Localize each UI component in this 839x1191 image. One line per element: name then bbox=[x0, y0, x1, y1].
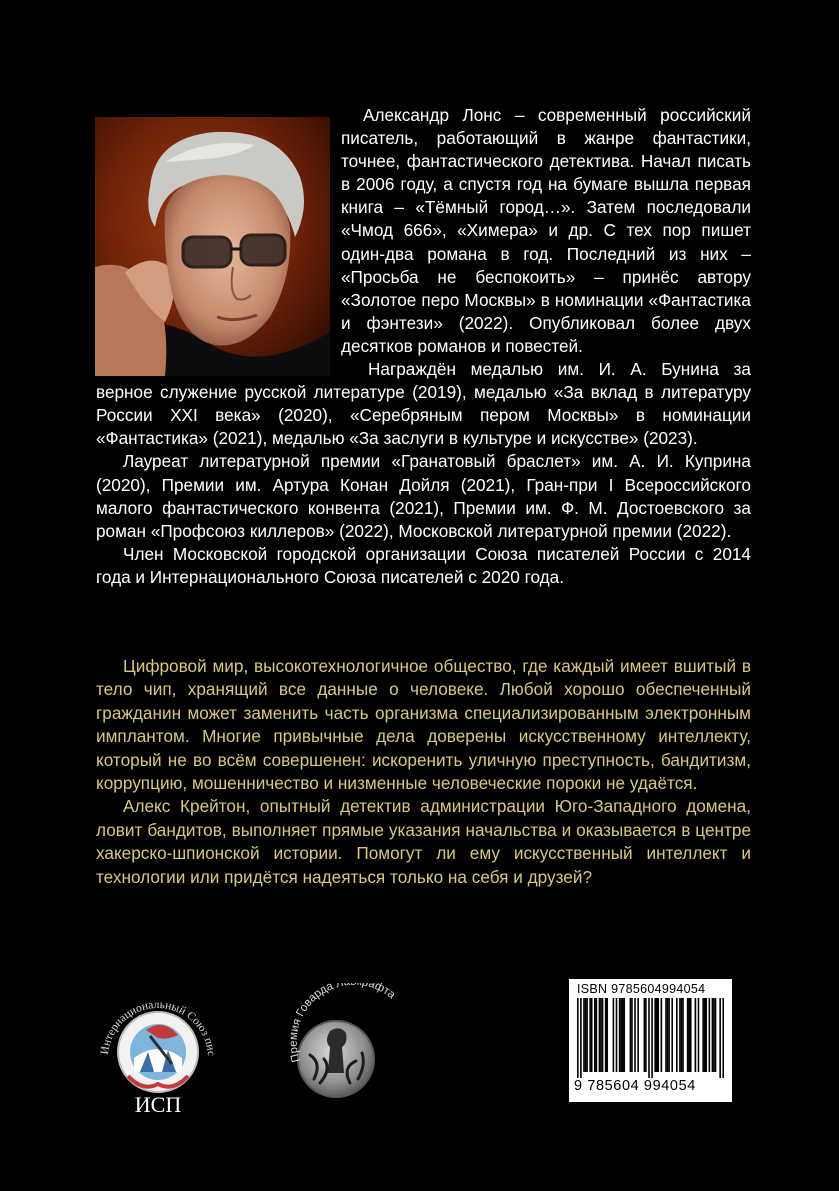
barcode-digits: 9 785604 994054 bbox=[574, 1078, 696, 1094]
bio-paragraph-4: Член Московской городской организации Союза писателей России с 2014 года и Интернационального Союза писателей с 2020 года. bbox=[96, 543, 751, 587]
isp-logo bbox=[88, 980, 228, 1120]
isp-emblem-icon bbox=[88, 980, 228, 1120]
barcode-bar bbox=[577, 998, 579, 1078]
barcode-bar bbox=[622, 998, 624, 1072]
barcode-bar bbox=[613, 998, 615, 1072]
isp-abbr: ИСП bbox=[134, 1092, 182, 1117]
barcode-bar bbox=[630, 998, 632, 1072]
barcode-bar bbox=[657, 998, 659, 1072]
barcode-bar bbox=[645, 998, 647, 1072]
barcode-bar bbox=[667, 998, 669, 1072]
barcode-bar bbox=[637, 998, 639, 1072]
barcode-bar bbox=[661, 998, 663, 1072]
barcode-bar bbox=[631, 998, 633, 1072]
isbn-barcode bbox=[569, 979, 732, 1102]
barcode-bars bbox=[577, 998, 724, 1078]
lovecraft-ring-text: Премия Говарда Л афта bbox=[287, 983, 398, 1064]
barcode-bar bbox=[623, 998, 625, 1072]
isbn-label: ISBN 9785604994054 bbox=[577, 982, 706, 996]
barcode-bar bbox=[682, 998, 684, 1072]
annotation-paragraph-2: Алекс Крейтон, опытный детектив администрации Юго-Западного домена, ловит бандитов, выполняет прямые указания начальства и оказывается в центре хакерско-шпионской истории. Помогут ли ему искусственный интеллект и технологии или придётся надеяться только на себя и друзей? bbox=[96, 796, 751, 887]
barcode-bar bbox=[602, 998, 604, 1072]
barcode-bar bbox=[594, 998, 596, 1072]
barcode-bar bbox=[688, 998, 690, 1072]
barcode-bar bbox=[591, 998, 593, 1072]
barcode-bar bbox=[713, 998, 715, 1072]
barcode-bar bbox=[656, 998, 658, 1072]
barcode-bar bbox=[589, 998, 591, 1072]
barcode-bar bbox=[644, 998, 646, 1072]
lovecraft-prize-logo bbox=[270, 983, 422, 1108]
barcode-bar bbox=[712, 998, 714, 1072]
bio-paragraph-2: Награждён медалью им. И. А. Бунина за верное служение русской литературе (2019), медалью «За вклад в литературу России XXI века» (2020), «Серебряным пером Москвы» в номинации «Фантастика» (2021), медалью «За заслуги в культуре и искусстве» (2023). bbox=[96, 359, 751, 449]
photo-text-wrap-space bbox=[96, 104, 341, 370]
bio-paragraph-1-text: Александр Лонс – современный российский писатель, работающий в жанре фантастики, точнее, фантастического детектива. Начал писать в 2006 году, а спустя год на бумаге вышла первая книга – «Тёмный город…». Затем последовали «Чмод 666», «Химера» и др. С тех пор пишет один-два романа в год. Последний из них – «Просьба не беспокоить» – принёс автору «Золотое перо Москвы» в номинации «Фантастика и фэнтези» (2022). Опубликовал более двух десятков романов и повестей. bbox=[341, 105, 751, 356]
author-bio bbox=[96, 104, 751, 589]
barcode-bar bbox=[676, 998, 678, 1072]
barcode-bar bbox=[690, 998, 692, 1072]
barcode-bar bbox=[634, 998, 636, 1072]
barcode-bar bbox=[619, 998, 621, 1072]
barcode-bar bbox=[687, 998, 689, 1072]
barcode-bar bbox=[702, 998, 704, 1072]
barcode-bar bbox=[705, 998, 707, 1072]
barcode-bar bbox=[620, 998, 622, 1072]
barcode-bar bbox=[580, 998, 582, 1078]
barcode-bar bbox=[709, 998, 711, 1072]
barcode-bar bbox=[704, 998, 706, 1072]
barcode-bar bbox=[719, 998, 721, 1078]
barcode-bar bbox=[616, 998, 618, 1072]
barcode-bar bbox=[681, 998, 683, 1072]
barcode-bar bbox=[606, 998, 608, 1072]
barcode-bar bbox=[605, 998, 607, 1072]
barcode-bar bbox=[665, 998, 667, 1072]
barcode-bar bbox=[596, 998, 598, 1072]
barcode-bar bbox=[722, 998, 724, 1078]
barcode-bar bbox=[668, 998, 670, 1072]
isp-ring-text: Интернациональный Союз пис bbox=[99, 998, 218, 1057]
barcode-bar bbox=[715, 998, 717, 1072]
annotation-paragraph-1: Цифровой мир, высокотехнологичное общество, где каждый имеет вшитый в тело чип, хранящий все данные о человеке. Любой хорошо обеспеченный гражданин может заменить часть организма специализированным электронным имплантом. Многие привычные дела доверены искусственному интеллекту, который не во всём совершенен: искоренить уличную преступность, бандитизм, коррупцию, мошенничество и низменные человеческие пороки не удаётся. bbox=[96, 656, 751, 794]
barcode-bar bbox=[586, 998, 588, 1072]
barcode-bar bbox=[679, 998, 681, 1072]
barcode-bar bbox=[585, 998, 587, 1072]
barcode-bar bbox=[654, 998, 656, 1072]
barcode-bar bbox=[583, 998, 585, 1072]
barcode-bar bbox=[600, 998, 602, 1072]
bio-paragraph-3: Лауреат литературной премии «Гранатовый браслет» им. А. И. Куприна (2020), Премии им. Артура Конан Дойля (2021), Гран-при I Всероссийского малого фантастического конвента (2021), Премии им. Ф. М. Достоевского за роман «Профсоюз киллеров» (2022), Московской литературной премии (2022). bbox=[96, 451, 751, 541]
barcode-bar bbox=[695, 998, 697, 1072]
barcode-bar bbox=[648, 998, 650, 1078]
barcode-bar bbox=[671, 998, 673, 1072]
book-annotation bbox=[96, 655, 751, 889]
barcode-bar bbox=[651, 998, 653, 1078]
lovecraft-emblem-icon bbox=[270, 983, 422, 1108]
barcode-bar bbox=[698, 998, 700, 1072]
barcode-bar bbox=[599, 998, 601, 1072]
